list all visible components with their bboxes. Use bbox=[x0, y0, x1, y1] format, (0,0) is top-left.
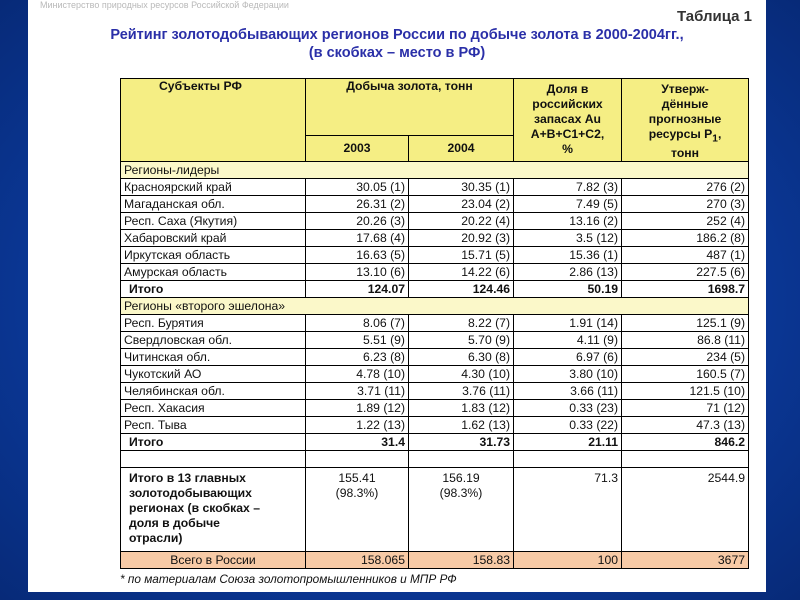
table-row bbox=[121, 179, 749, 196]
russia-label: Всего в России bbox=[121, 552, 306, 569]
region-name: Свердловская обл. bbox=[121, 332, 306, 349]
header-subject: Субъекты РФ bbox=[121, 79, 306, 162]
cell-value: 3.80 (10) bbox=[514, 366, 622, 383]
russia-total-row bbox=[121, 552, 749, 569]
subscript-one: 1 bbox=[712, 133, 718, 145]
group-row-leaders bbox=[121, 162, 749, 179]
cell-value: 100 bbox=[514, 552, 622, 569]
region-name: Респ. Саха (Якутия) bbox=[121, 213, 306, 230]
cell-value: 846.2 bbox=[622, 434, 749, 451]
gold-regions-table bbox=[120, 78, 749, 569]
cell-value: 6.30 (8) bbox=[409, 349, 514, 366]
header-share-line: российских bbox=[532, 97, 603, 111]
header-share-line: % bbox=[562, 142, 573, 156]
faded-header-text: Министерство природных ресурсов Российской Федерации bbox=[40, 0, 289, 10]
cell-value: 124.07 bbox=[306, 281, 409, 298]
cell-value: 7.49 (5) bbox=[514, 196, 622, 213]
cell-value: 124.46 bbox=[409, 281, 514, 298]
cell-value: 20.26 (3) bbox=[306, 213, 409, 230]
main13-2004: 156.19 (98.3%) bbox=[409, 468, 514, 552]
cell-value: 186.2 (8) bbox=[622, 230, 749, 247]
cell-value: 487 (1) bbox=[622, 247, 749, 264]
table-row bbox=[121, 383, 749, 400]
subtotal-label: Итого bbox=[121, 434, 306, 451]
cell-value: 23.04 (2) bbox=[409, 196, 514, 213]
subtotal-row bbox=[121, 281, 749, 298]
cell-value: 17.68 (4) bbox=[306, 230, 409, 247]
region-name: Чукотский АО bbox=[121, 366, 306, 383]
main13-row bbox=[121, 468, 749, 552]
cell-value: 4.30 (10) bbox=[409, 366, 514, 383]
cell-value: 2.86 (13) bbox=[514, 264, 622, 281]
table-row bbox=[121, 264, 749, 281]
cell-value: 47.3 (13) bbox=[622, 417, 749, 434]
cell-value: 13.16 (2) bbox=[514, 213, 622, 230]
cell-value: 4.78 (10) bbox=[306, 366, 409, 383]
cell-value: 1.89 (12) bbox=[306, 400, 409, 417]
table-row bbox=[121, 417, 749, 434]
table-row bbox=[121, 315, 749, 332]
region-name: Красноярский край bbox=[121, 179, 306, 196]
cell-value: 0.33 (23) bbox=[514, 400, 622, 417]
cell-value: 30.35 (1) bbox=[409, 179, 514, 196]
cell-value: 31.73 bbox=[409, 434, 514, 451]
cell-value: 86.8 (11) bbox=[622, 332, 749, 349]
cell-value: 121.5 (10) bbox=[622, 383, 749, 400]
slide bbox=[28, 0, 766, 592]
cell-value: 1.83 (12) bbox=[409, 400, 514, 417]
cell-value: 1.62 (13) bbox=[409, 417, 514, 434]
cell-value: 6.97 (6) bbox=[514, 349, 622, 366]
cell-value: 1.91 (14) bbox=[514, 315, 622, 332]
cell-value: 20.92 (3) bbox=[409, 230, 514, 247]
table-row bbox=[121, 332, 749, 349]
cell-value: 5.51 (9) bbox=[306, 332, 409, 349]
region-name: Амурская область bbox=[121, 264, 306, 281]
cell-value: 3.71 (11) bbox=[306, 383, 409, 400]
header-year-2003: 2003 bbox=[306, 135, 409, 162]
header-resources-line: ресурсы $P_1$, bbox=[648, 127, 722, 145]
header-share-line: Доля в bbox=[546, 82, 589, 96]
table-row bbox=[121, 196, 749, 213]
cell-value: 31.4 bbox=[306, 434, 409, 451]
table-row bbox=[121, 366, 749, 383]
header-share bbox=[514, 79, 622, 162]
main13-label: Итого в 13 главных золотодобывающих регионах (в скобках – доля в добыче отрасли) bbox=[121, 468, 306, 552]
spacer-row bbox=[121, 451, 749, 468]
cell-value: 125.1 (9) bbox=[622, 315, 749, 332]
region-name: Респ. Тыва bbox=[121, 417, 306, 434]
table-title bbox=[28, 26, 766, 62]
cell-value: 7.82 (3) bbox=[514, 179, 622, 196]
region-name: Читинская обл. bbox=[121, 349, 306, 366]
region-name: Челябинская обл. bbox=[121, 383, 306, 400]
cell-value: 4.11 (9) bbox=[514, 332, 622, 349]
second-rows bbox=[121, 315, 749, 434]
cell-value: 15.36 (1) bbox=[514, 247, 622, 264]
region-name: Респ. Бурятия bbox=[121, 315, 306, 332]
cell-value: 3677 bbox=[622, 552, 749, 569]
cell-value: 6.23 (8) bbox=[306, 349, 409, 366]
title-line-2: (в скобках – место в РФ) bbox=[308, 45, 486, 61]
region-name: Иркутская область bbox=[121, 247, 306, 264]
group-label: Регионы «второго эшелона» bbox=[121, 298, 749, 315]
cell-value: 26.31 (2) bbox=[306, 196, 409, 213]
table-row bbox=[121, 230, 749, 247]
cell-value: 252 (4) bbox=[622, 213, 749, 230]
header-resources-line: дённые bbox=[661, 97, 709, 111]
footnote: * по материалам Союза золотопромышленников и МПР РФ bbox=[120, 572, 457, 586]
cell-value: 3.76 (11) bbox=[409, 383, 514, 400]
header-resources bbox=[622, 79, 749, 162]
cell-value: 160.5 (7) bbox=[622, 366, 749, 383]
cell-value: 30.05 (1) bbox=[306, 179, 409, 196]
group-label: Регионы-лидеры bbox=[121, 162, 749, 179]
cell-value: 13.10 (6) bbox=[306, 264, 409, 281]
cell-value: 158.83 bbox=[409, 552, 514, 569]
cell-value: 14.22 (6) bbox=[409, 264, 514, 281]
header-gold-production: Добыча золота, тонн bbox=[306, 79, 514, 136]
region-name: Респ. Хакасия bbox=[121, 400, 306, 417]
title-line-1: Рейтинг золотодобывающих регионов России по добыче золота в 2000-2004гг., bbox=[110, 27, 684, 43]
main13-2003: 155.41 (98.3%) bbox=[306, 468, 409, 552]
cell-value: 20.22 (4) bbox=[409, 213, 514, 230]
table-row bbox=[121, 247, 749, 264]
region-name: Хабаровский край bbox=[121, 230, 306, 247]
header-resources-line: тонн bbox=[671, 146, 699, 161]
cell-value: 1698.7 bbox=[622, 281, 749, 298]
cell-value: 50.19 bbox=[514, 281, 622, 298]
cell-value: 234 (5) bbox=[622, 349, 749, 366]
cell-value: 1.22 (13) bbox=[306, 417, 409, 434]
table-row bbox=[121, 349, 749, 366]
cell-value: 158.065 bbox=[306, 552, 409, 569]
cell-value: 5.70 (9) bbox=[409, 332, 514, 349]
cell-value: 227.5 (6) bbox=[622, 264, 749, 281]
cell-value: 276 (2) bbox=[622, 179, 749, 196]
region-name: Магаданская обл. bbox=[121, 196, 306, 213]
header-resources-line: Утверж- bbox=[661, 82, 709, 96]
cell-value: 15.71 (5) bbox=[409, 247, 514, 264]
header-share-line: запасах Au bbox=[534, 112, 601, 126]
table-row bbox=[121, 400, 749, 417]
header-share-line: A+B+C1+C2, bbox=[530, 127, 605, 141]
subtotal-label: Итого bbox=[121, 281, 306, 298]
table-number: Таблица 1 bbox=[676, 8, 752, 25]
cell-value: 8.06 (7) bbox=[306, 315, 409, 332]
cell-value: 0.33 (22) bbox=[514, 417, 622, 434]
cell-value: 16.63 (5) bbox=[306, 247, 409, 264]
main13-share: 71.3 bbox=[514, 468, 622, 552]
cell-value: 3.5 (12) bbox=[514, 230, 622, 247]
header-year-2004: 2004 bbox=[409, 135, 514, 162]
main13-resources: 2544.9 bbox=[622, 468, 749, 552]
cell-value: 8.22 (7) bbox=[409, 315, 514, 332]
cell-value: 270 (3) bbox=[622, 196, 749, 213]
cell-value: 71 (12) bbox=[622, 400, 749, 417]
header-row bbox=[121, 79, 749, 136]
leaders-rows bbox=[121, 179, 749, 281]
cell-value: 3.66 (11) bbox=[514, 383, 622, 400]
cell-value: 21.11 bbox=[514, 434, 622, 451]
subtotal-row bbox=[121, 434, 749, 451]
header-resources-line: прогнозные bbox=[648, 112, 722, 126]
table-row bbox=[121, 213, 749, 230]
group-row-second bbox=[121, 298, 749, 315]
